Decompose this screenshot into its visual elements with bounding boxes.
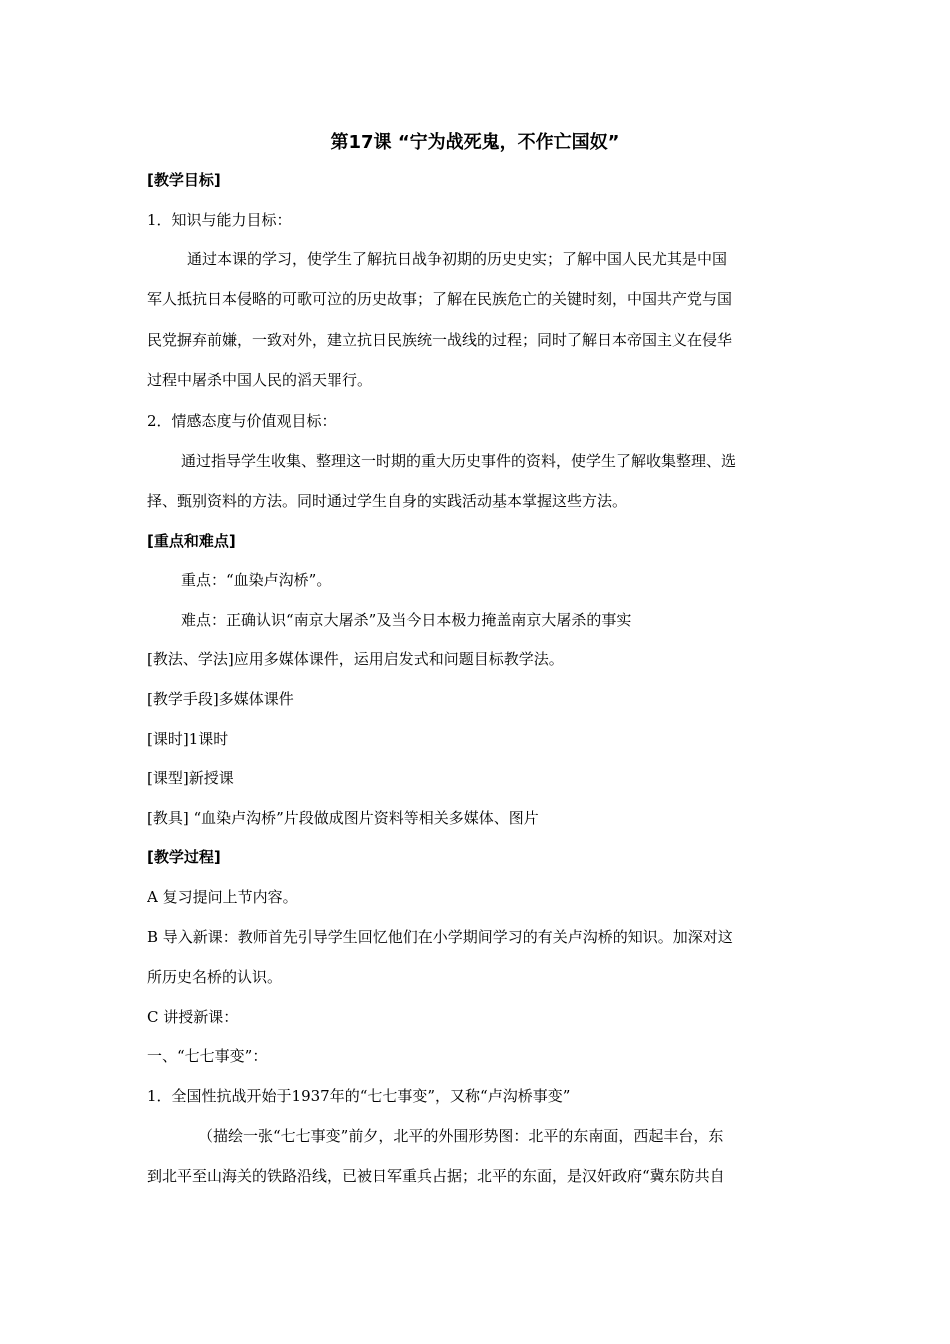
paragraph-line: [课时]1课时 xyxy=(147,730,229,748)
section-heading-key-points: [重点和难点] xyxy=(147,532,236,550)
paragraph-line: [课型]新授课 xyxy=(147,769,234,787)
page-title: 第17课 “宁为战死鬼，不作亡国奴” xyxy=(330,132,620,153)
paragraph-line: 通过指导学生收集、整理这一时期的重大历史事件的资料，使学生了解收集整理、选 xyxy=(181,452,737,470)
paragraph-line: （描绘一张“七七事变”前夕，北平的外围形势图：北平的东南面，西起丰台，东 xyxy=(198,1127,724,1145)
paragraph-line: 1．全国性抗战开始于1937年的“七七事变”，又称“卢沟桥事变” xyxy=(147,1087,571,1105)
paragraph-line: [教具] “血染卢沟桥”片段做成图片资料等相关多媒体、图片 xyxy=(147,809,539,827)
paragraph-line: 过程中屠杀中国人民的滔天罪行。 xyxy=(147,371,373,389)
paragraph-line: [教学手段]多媒体课件 xyxy=(147,690,294,708)
paragraph-line: C 讲授新课： xyxy=(147,1008,239,1026)
paragraph-line: [教法、学法]应用多媒体课件，运用启发式和问题目标教学法。 xyxy=(147,650,564,668)
paragraph-line: 1．知识与能力目标： xyxy=(147,211,292,229)
paragraph-line: 难点：正确认识“南京大屠杀”及当今日本极力掩盖南京大屠杀的事实 xyxy=(181,611,632,629)
paragraph-line: 民党摒弃前嫌，一致对外，建立抗日民族统一战线的过程；同时了解日本帝国主义在侵华 xyxy=(147,331,733,349)
paragraph-line: B 导入新课：教师首先引导学生回忆他们在小学期间学习的有关卢沟桥的知识。加深对这 xyxy=(147,928,733,946)
paragraph-line: A 复习提问上节内容。 xyxy=(147,888,298,906)
paragraph-line: 择、甄别资料的方法。同时通过学生自身的实践活动基本掌握这些方法。 xyxy=(147,492,628,510)
paragraph-line: 所历史名桥的认识。 xyxy=(147,968,283,986)
section-heading-process: [教学过程] xyxy=(147,848,221,866)
paragraph-line: 重点：“血染卢沟桥”。 xyxy=(181,571,332,589)
paragraph-line: 军人抵抗日本侵略的可歌可泣的历史故事；了解在民族危亡的关键时刻，中国共产党与国 xyxy=(147,290,733,308)
paragraph-line: 到北平至山海关的铁路沿线，已被日军重兵占据；北平的东面，是汉奸政府“冀东防共自 xyxy=(147,1167,725,1185)
paragraph-line: 通过本课的学习，使学生了解抗日战争初期的历史史实；了解中国人民尤其是中国 xyxy=(187,250,728,268)
section-heading-objectives: [教学目标] xyxy=(147,171,221,189)
paragraph-line: 一、“七七事变”： xyxy=(147,1047,268,1065)
paragraph-line: 2．情感态度与价值观目标： xyxy=(147,412,337,430)
